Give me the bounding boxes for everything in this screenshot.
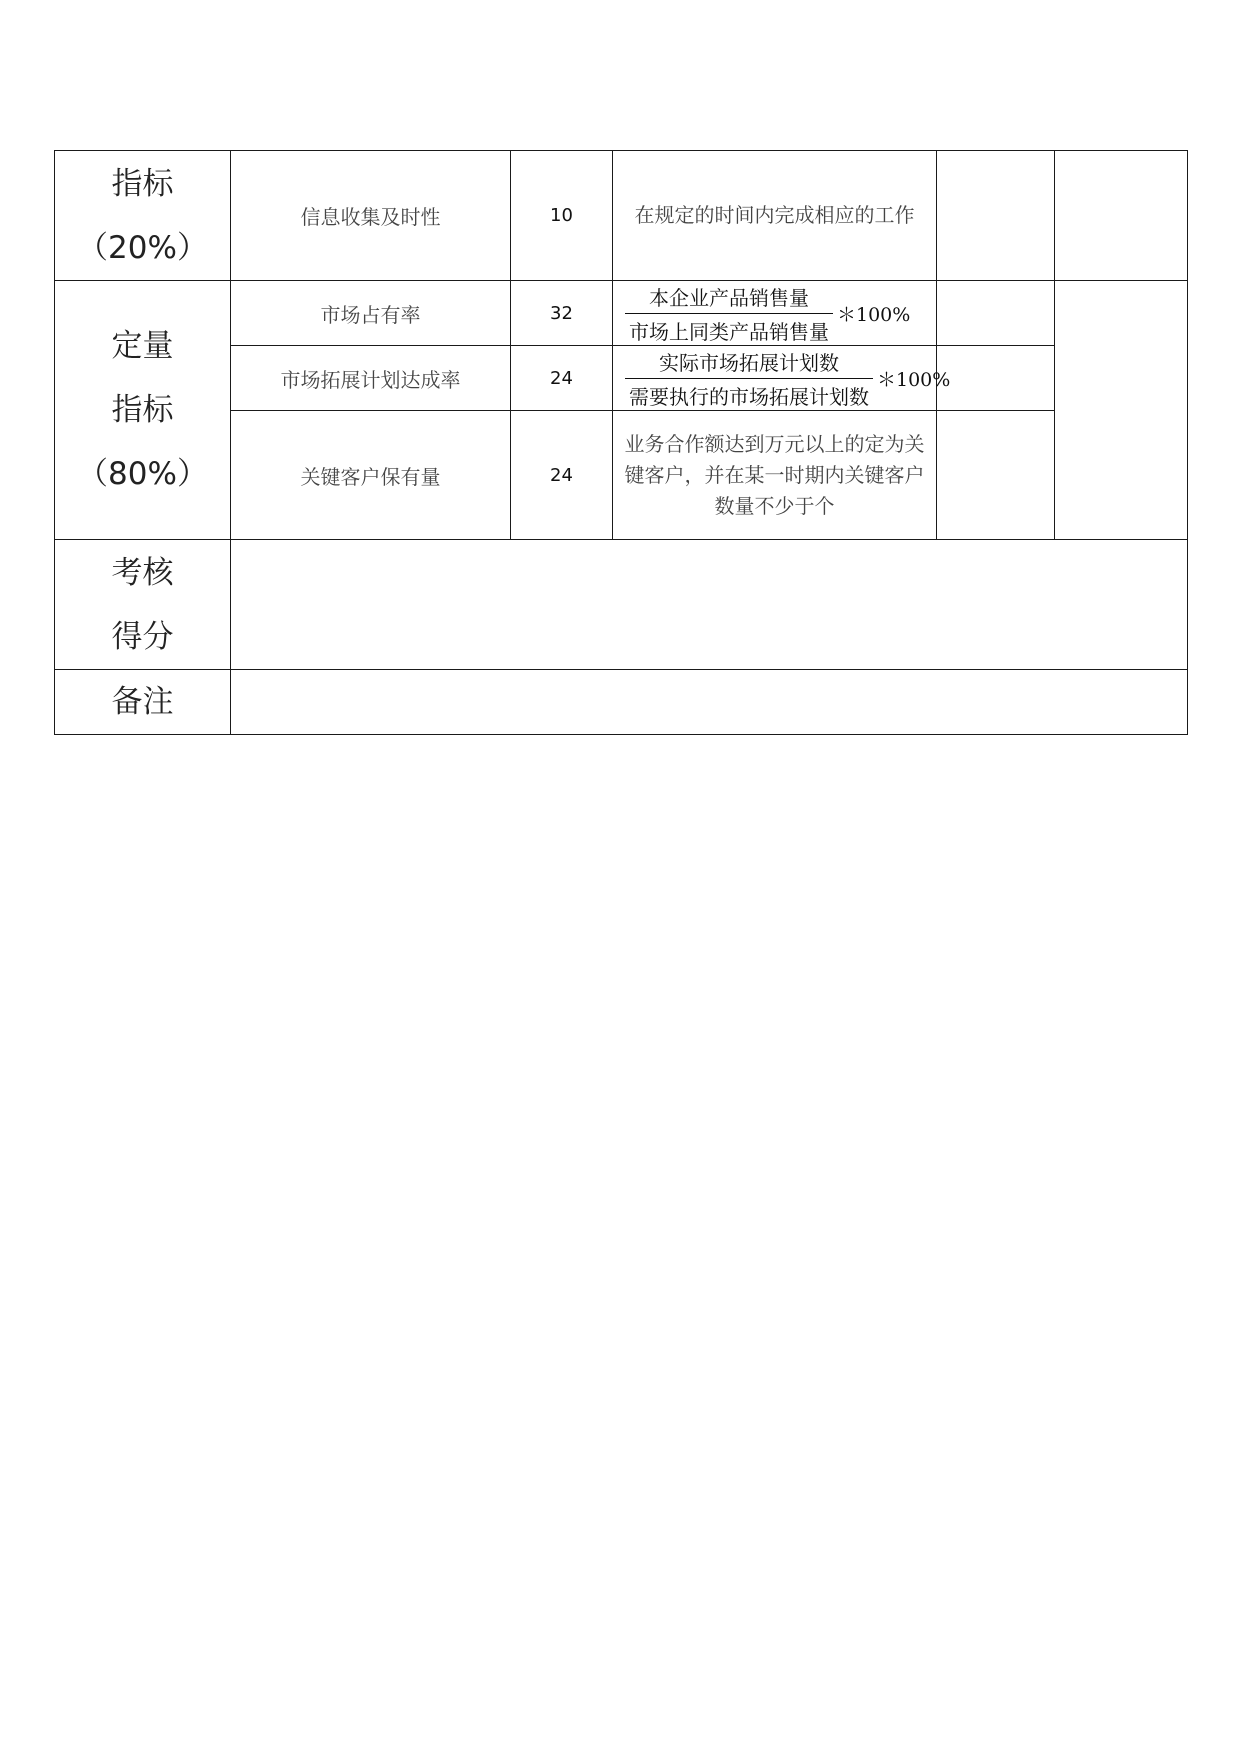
indicator-standard: 业务合作额达到万元以上的定为关键客户，并在某一时期内关键客户数量不少于个 [613, 411, 937, 540]
remarks-label: 备注 [55, 670, 231, 735]
empty-cell[interactable] [937, 151, 1055, 281]
category-label: 定量 [111, 328, 174, 364]
category-weight: （20%） [77, 229, 208, 266]
formula-denominator: 需要执行的市场拓展计划数 [625, 378, 873, 410]
formula [625, 347, 950, 410]
category-weight: （80%） [77, 456, 208, 492]
empty-cell[interactable] [1055, 151, 1188, 281]
empty-cell[interactable] [937, 281, 1055, 346]
evaluation-table-wrapper [54, 150, 1188, 735]
formula-denominator: 市场上同类产品销售量 [625, 313, 833, 345]
quantitative-category-cell [55, 281, 231, 540]
indicator-formula [613, 346, 951, 411]
formula [625, 282, 910, 345]
evaluation-table [54, 150, 1188, 735]
indicator-name: 信息收集及时性 [231, 151, 511, 281]
formula-multiplier: ＊100% [837, 303, 911, 326]
indicator-standard: 在规定的时间内完成相应的工作 [613, 151, 937, 281]
table-row [55, 670, 1188, 735]
indicator-score: 32 [511, 281, 613, 346]
empty-cell[interactable] [1055, 281, 1188, 540]
total-score-label-cell [55, 540, 231, 670]
category-label: 指标 [111, 165, 174, 202]
remarks-value-cell[interactable] [231, 670, 1188, 735]
indicator-score: 24 [511, 346, 613, 411]
indicator-name: 关键客户保有量 [231, 411, 511, 540]
total-score-label: 得分 [111, 618, 174, 655]
category-label: 指标 [111, 392, 174, 428]
total-score-value-cell[interactable] [231, 540, 1188, 670]
formula-numerator: 本企业产品销售量 [649, 285, 809, 310]
indicator-score: 10 [511, 151, 613, 281]
formula-numerator: 实际市场拓展计划数 [659, 350, 839, 375]
fraction [625, 282, 833, 345]
table-row [55, 540, 1188, 670]
qualitative-category-cell [55, 151, 231, 281]
indicator-name: 市场占有率 [231, 281, 511, 346]
table-row [55, 281, 1188, 346]
empty-cell[interactable] [937, 411, 1055, 540]
indicator-score: 24 [511, 411, 613, 540]
formula-multiplier: ＊100% [877, 368, 951, 391]
total-score-label: 考核 [111, 554, 174, 591]
fraction [625, 347, 873, 410]
empty-cell[interactable] [937, 346, 1055, 411]
indicator-formula [613, 281, 937, 346]
table-row [55, 151, 1188, 281]
indicator-name: 市场拓展计划达成率 [231, 346, 511, 411]
